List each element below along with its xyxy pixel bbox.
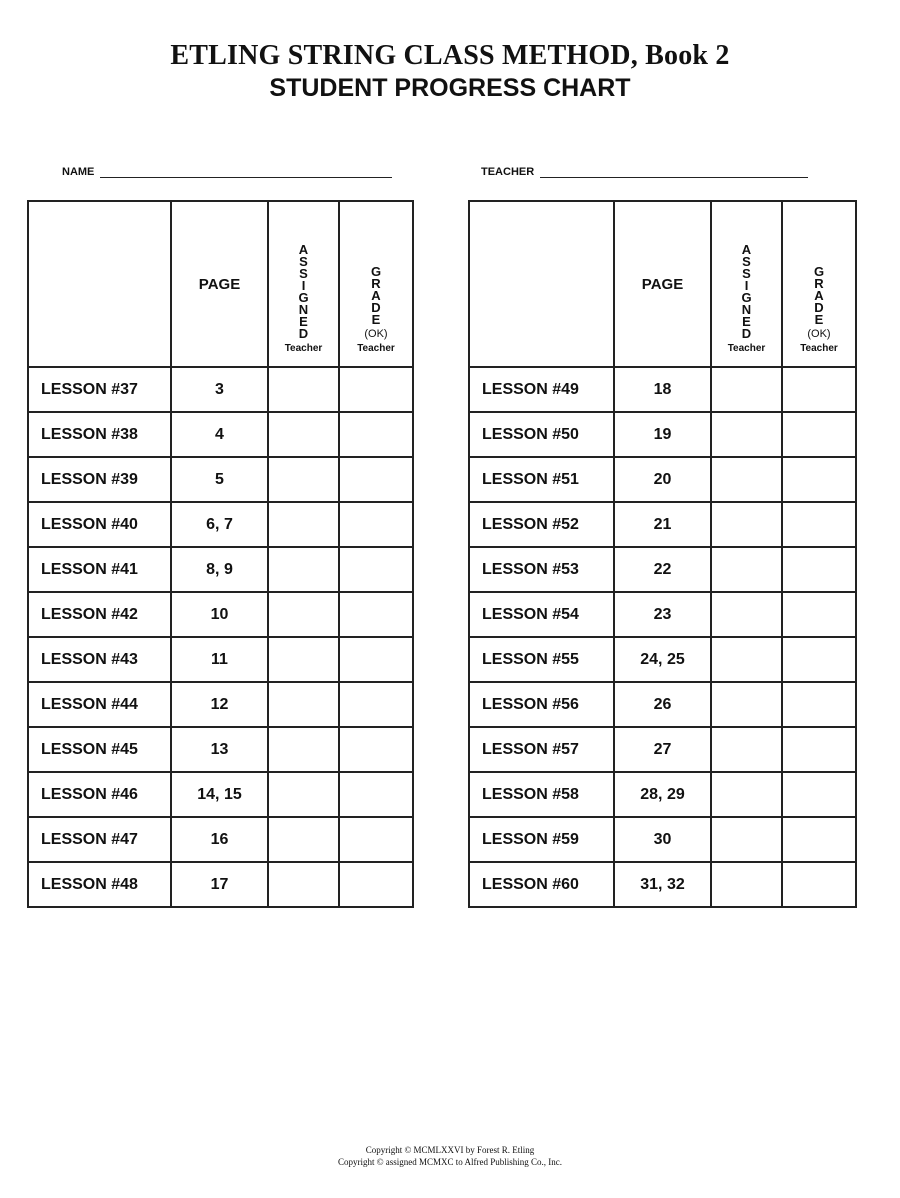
- lesson-row: [469, 862, 856, 907]
- lesson-header: [28, 201, 171, 367]
- lesson-cell: LESSON #43: [28, 637, 171, 682]
- lesson-row: [28, 637, 413, 682]
- page-cell: 10: [171, 592, 268, 637]
- grade-header: [339, 201, 413, 367]
- heading-letter: E: [371, 312, 381, 327]
- teacher-subheading: Teacher: [727, 343, 766, 354]
- lesson-row: [28, 862, 413, 907]
- assigned-cell[interactable]: [268, 457, 339, 502]
- page-cell: 11: [171, 637, 268, 682]
- teacher-line[interactable]: [540, 167, 808, 178]
- page-cell: 12: [171, 682, 268, 727]
- lesson-row: [469, 547, 856, 592]
- vertical-heading: [371, 266, 381, 326]
- vertical-heading: [741, 244, 751, 340]
- lesson-cell: LESSON #40: [28, 502, 171, 547]
- lesson-cell: LESSON #46: [28, 772, 171, 817]
- heading-letter: N: [298, 302, 309, 317]
- grade-cell[interactable]: [339, 367, 413, 412]
- heading-letter: A: [371, 288, 381, 303]
- assigned-cell[interactable]: [268, 592, 339, 637]
- assigned-cell[interactable]: [711, 412, 782, 457]
- heading-letter: D: [741, 326, 752, 341]
- heading-letter: D: [814, 300, 824, 315]
- heading-letter: R: [814, 276, 824, 291]
- lesson-cell: LESSON #60: [469, 862, 614, 907]
- lesson-row: [469, 502, 856, 547]
- assigned-cell[interactable]: [711, 547, 782, 592]
- page-cell: 3: [171, 367, 268, 412]
- grade-cell[interactable]: [339, 592, 413, 637]
- copyright-line: Copyright © assigned MCMXC to Alfred Publishing Co., Inc.: [337, 1157, 563, 1167]
- assigned-cell[interactable]: [711, 682, 782, 727]
- header-row: [469, 201, 856, 367]
- grade-cell[interactable]: [339, 727, 413, 772]
- heading-letter: S: [742, 266, 751, 281]
- grade-cell[interactable]: [782, 412, 856, 457]
- page-cell: 8, 9: [171, 547, 268, 592]
- grade-cell[interactable]: [339, 772, 413, 817]
- page-cell: 5: [171, 457, 268, 502]
- heading-letter: A: [814, 288, 824, 303]
- grade-cell[interactable]: [339, 412, 413, 457]
- teacher-subheading: Teacher: [800, 343, 838, 354]
- copyright-notice: [0, 1144, 900, 1168]
- lesson-cell: LESSON #58: [469, 772, 614, 817]
- heading-letter: S: [299, 254, 308, 269]
- heading-letter: G: [298, 290, 309, 305]
- grade-cell[interactable]: [782, 727, 856, 772]
- grade-cell[interactable]: [339, 637, 413, 682]
- lesson-cell: LESSON #59: [469, 817, 614, 862]
- heading-letter: D: [298, 326, 309, 341]
- heading-letter: G: [813, 264, 825, 279]
- heading-letter: S: [742, 254, 751, 269]
- lesson-row: [28, 502, 413, 547]
- teacher-subheading: Teacher: [357, 343, 395, 354]
- lesson-row: [469, 637, 856, 682]
- assigned-cell[interactable]: [711, 457, 782, 502]
- assigned-cell[interactable]: [268, 772, 339, 817]
- lesson-row: [469, 817, 856, 862]
- lesson-header: [469, 201, 614, 367]
- document-subtitle: STUDENT PROGRESS CHART: [269, 74, 631, 102]
- lesson-row: [469, 727, 856, 772]
- lesson-row: [28, 817, 413, 862]
- lesson-cell: LESSON #54: [469, 592, 614, 637]
- page-cell: 20: [614, 457, 711, 502]
- page-cell: 23: [614, 592, 711, 637]
- heading-letter: G: [370, 264, 382, 279]
- lesson-cell: LESSON #53: [469, 547, 614, 592]
- heading-letter: E: [299, 314, 308, 329]
- grade-cell[interactable]: [782, 547, 856, 592]
- assigned-cell[interactable]: [711, 637, 782, 682]
- vertical-heading: [814, 266, 824, 326]
- page-cell: 4: [171, 412, 268, 457]
- lesson-row: [28, 547, 413, 592]
- lesson-row: [28, 457, 413, 502]
- lesson-cell: LESSON #55: [469, 637, 614, 682]
- name-label: NAME: [62, 166, 95, 178]
- lesson-cell: LESSON #50: [469, 412, 614, 457]
- lesson-cell: LESSON #39: [28, 457, 171, 502]
- name-field: [62, 166, 392, 178]
- assigned-cell[interactable]: [711, 817, 782, 862]
- grade-ok-note: (OK): [364, 328, 388, 340]
- assigned-cell[interactable]: [268, 862, 339, 907]
- page-cell: 26: [614, 682, 711, 727]
- heading-letter: S: [299, 266, 308, 281]
- copyright-line: Copyright © MCMLXXVI by Forest R. Etling: [365, 1145, 535, 1155]
- progress-table-right: [468, 200, 857, 908]
- lesson-cell: LESSON #45: [28, 727, 171, 772]
- assigned-cell[interactable]: [268, 412, 339, 457]
- teacher-subheading: Teacher: [284, 343, 323, 354]
- header-row: [28, 201, 413, 367]
- teacher-label: TEACHER: [481, 166, 535, 178]
- grade-cell[interactable]: [782, 682, 856, 727]
- page-cell: 28, 29: [614, 772, 711, 817]
- lesson-cell: LESSON #49: [469, 367, 614, 412]
- vertical-heading: [298, 244, 308, 340]
- lesson-row: [28, 727, 413, 772]
- page-cell: 6, 7: [171, 502, 268, 547]
- name-line[interactable]: [100, 167, 392, 178]
- grade-cell[interactable]: [339, 862, 413, 907]
- lesson-row: [28, 772, 413, 817]
- page-cell: 14, 15: [171, 772, 268, 817]
- assigned-cell[interactable]: [268, 682, 339, 727]
- assigned-cell[interactable]: [268, 727, 339, 772]
- assigned-header: [268, 201, 339, 367]
- grade-cell[interactable]: [339, 502, 413, 547]
- heading-letter: N: [741, 302, 752, 317]
- lesson-row: [469, 367, 856, 412]
- assigned-cell[interactable]: [268, 502, 339, 547]
- grade-cell[interactable]: [339, 817, 413, 862]
- lesson-cell: LESSON #48: [28, 862, 171, 907]
- heading-letter: A: [741, 242, 752, 257]
- assigned-cell[interactable]: [268, 637, 339, 682]
- assigned-cell[interactable]: [711, 367, 782, 412]
- lesson-cell: LESSON #56: [469, 682, 614, 727]
- grade-cell[interactable]: [782, 772, 856, 817]
- page-cell: 21: [614, 502, 711, 547]
- page-cell: 27: [614, 727, 711, 772]
- document-title: ETLING STRING CLASS METHOD, Book 2: [170, 40, 730, 71]
- page-cell: 31, 32: [614, 862, 711, 907]
- assigned-cell[interactable]: [711, 727, 782, 772]
- grade-ok-note: (OK): [807, 328, 831, 340]
- lesson-cell: LESSON #51: [469, 457, 614, 502]
- grade-cell[interactable]: [339, 547, 413, 592]
- lesson-row: [469, 682, 856, 727]
- page-cell: 18: [614, 367, 711, 412]
- lesson-cell: LESSON #47: [28, 817, 171, 862]
- lesson-cell: LESSON #42: [28, 592, 171, 637]
- heading-letter: I: [744, 278, 749, 293]
- grade-cell[interactable]: [782, 502, 856, 547]
- page-cell: 16: [171, 817, 268, 862]
- lesson-row: [28, 367, 413, 412]
- lesson-cell: LESSON #57: [469, 727, 614, 772]
- grade-cell[interactable]: [782, 637, 856, 682]
- grade-cell[interactable]: [782, 817, 856, 862]
- heading-letter: D: [371, 300, 381, 315]
- progress-table-left: [27, 200, 414, 908]
- lesson-cell: LESSON #52: [469, 502, 614, 547]
- grade-cell[interactable]: [782, 862, 856, 907]
- lesson-cell: LESSON #38: [28, 412, 171, 457]
- assigned-cell[interactable]: [711, 592, 782, 637]
- assigned-cell[interactable]: [711, 862, 782, 907]
- assigned-cell[interactable]: [711, 502, 782, 547]
- page-cell: 30: [614, 817, 711, 862]
- lesson-row: [28, 682, 413, 727]
- page-header: PAGE: [614, 201, 711, 367]
- grade-cell[interactable]: [339, 457, 413, 502]
- grade-cell[interactable]: [339, 682, 413, 727]
- lesson-row: [469, 412, 856, 457]
- grade-cell[interactable]: [782, 592, 856, 637]
- assigned-cell[interactable]: [268, 367, 339, 412]
- heading-letter: E: [814, 312, 824, 327]
- page-cell: 24, 25: [614, 637, 711, 682]
- heading-letter: E: [742, 314, 751, 329]
- teacher-field: [481, 166, 808, 178]
- page-cell: 17: [171, 862, 268, 907]
- lesson-row: [28, 412, 413, 457]
- heading-letter: I: [301, 278, 306, 293]
- heading-letter: R: [371, 276, 381, 291]
- lesson-row: [469, 457, 856, 502]
- lesson-row: [469, 592, 856, 637]
- grade-header: [782, 201, 856, 367]
- assigned-cell[interactable]: [711, 772, 782, 817]
- lesson-cell: LESSON #44: [28, 682, 171, 727]
- lesson-cell: LESSON #37: [28, 367, 171, 412]
- grade-cell[interactable]: [782, 367, 856, 412]
- heading-letter: A: [298, 242, 309, 257]
- assigned-cell[interactable]: [268, 547, 339, 592]
- grade-cell[interactable]: [782, 457, 856, 502]
- lesson-cell: LESSON #41: [28, 547, 171, 592]
- lesson-row: [28, 592, 413, 637]
- page-header: PAGE: [171, 201, 268, 367]
- page-cell: 22: [614, 547, 711, 592]
- lesson-row: [469, 772, 856, 817]
- page-cell: 13: [171, 727, 268, 772]
- assigned-header: [711, 201, 782, 367]
- page-cell: 19: [614, 412, 711, 457]
- assigned-cell[interactable]: [268, 817, 339, 862]
- heading-letter: G: [741, 290, 752, 305]
